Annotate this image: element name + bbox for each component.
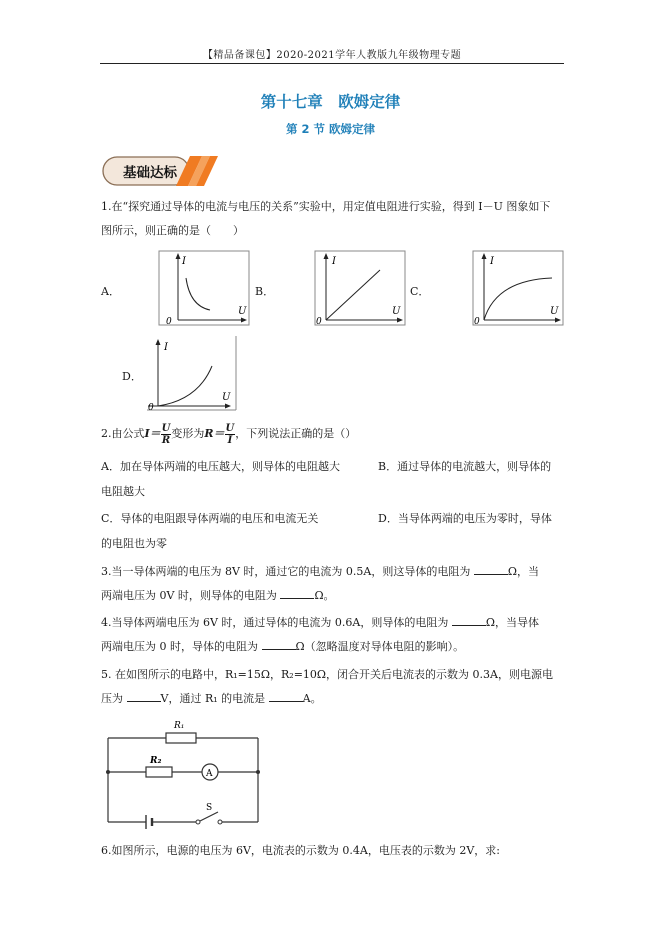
- q4-line1-unit: Ω，当导体: [485, 616, 539, 629]
- q4-blank-1[interactable]: [452, 614, 486, 626]
- q1-graph-a-x-label: U: [238, 306, 247, 317]
- q2-option-b: B．通过导体的电流越大，则导体的: [378, 460, 552, 473]
- q5-line2-text-b: V，通过 R₁ 的电流是: [160, 692, 266, 705]
- q5-line2-text-c: A。: [302, 692, 322, 705]
- chapter-title: 第十七章 欧姆定律: [260, 93, 401, 111]
- q1-graph-d: [146, 334, 238, 412]
- r1-label: R₁: [174, 721, 185, 731]
- q2-stem: [101, 422, 569, 446]
- q1-graph-c: [472, 250, 564, 326]
- q3-line2: [101, 587, 569, 605]
- q2-formula2-num: U: [225, 422, 235, 434]
- switch-lever: [200, 812, 218, 821]
- q3-blank-2[interactable]: [280, 587, 314, 599]
- q1-graph-a-y-label: I: [182, 256, 186, 267]
- q2-formula1-lhs: I＝: [144, 427, 161, 440]
- q4-line2-text: 两端电压为 0 时，导体的电阻为: [101, 640, 258, 653]
- q2-option-c: C．导体的电阻跟导体两端的电压和电流无关: [101, 512, 319, 525]
- q2-formula1-den: R: [161, 434, 171, 446]
- q2-formula2-den: I: [227, 434, 233, 446]
- q1-graph-b-origin: 0: [316, 317, 322, 326]
- q1-option-d-label: D．: [122, 370, 142, 383]
- q4-blank-2[interactable]: [262, 638, 296, 650]
- q2-option-d: D．当导体两端的电压为零时，导体: [378, 512, 552, 525]
- q2-option-a: A．加在导体两端的电压越大，则导体的电阻越大: [101, 460, 340, 473]
- q3-blank-1[interactable]: [474, 563, 508, 575]
- header-rule: [100, 63, 564, 64]
- q4-line1: [101, 614, 569, 632]
- ammeter-label: A: [206, 769, 213, 779]
- q4-line2-unit: Ω（忽略温度对导体电阻的影响）。: [295, 640, 465, 653]
- q1-graph-d-x-label: U: [222, 392, 231, 403]
- q3-line2-unit: Ω。: [314, 589, 335, 602]
- q2-formula1-num: U: [161, 422, 171, 434]
- r2-label: R₂: [150, 756, 162, 766]
- q1-option-c-label: C．: [410, 285, 430, 298]
- q5-circuit-diagram: [98, 712, 268, 834]
- q3-line1-unit: Ω，当: [507, 565, 539, 578]
- q3-line1-text: 3.当一导体两端的电压为 8V 时，通过它的电流为 0.5A，则这导体的电阻为: [101, 565, 471, 578]
- q4-line1-text: 4.当导体两端电压为 6V 时，通过导体的电流为 0.6A，则导体的电阻为: [101, 616, 449, 629]
- q1-graph-b-y-label: I: [332, 256, 336, 267]
- q3-line2-text: 两端电压为 0V 时，则导体的电阻为: [101, 589, 277, 602]
- q1-graph-a-origin: 0: [166, 317, 172, 326]
- q2-option-d-cont: 的电阻也为零: [101, 537, 167, 550]
- q6-line1: 6.如图所示，电源的电压为 6V，电流表的示数为 0.4A，电压表的示数为 2V，求:: [101, 844, 501, 857]
- section-title: 第 2 节 欧姆定律: [285, 122, 375, 136]
- q1-graph-c-y-label: I: [490, 256, 494, 267]
- q2-middle: 变形为: [171, 427, 205, 440]
- q1-graph-b: [314, 250, 406, 326]
- q2-formula2-fraction: [225, 423, 236, 446]
- q1-text: [101, 198, 569, 240]
- q2-formula1-fraction: [161, 423, 172, 446]
- q1-graph-c-x-label: U: [550, 306, 559, 317]
- q1-graph-a: [158, 250, 250, 326]
- q5-line2-text-a: 压为: [101, 692, 123, 705]
- q2-suffix: ，下列说法正确的是（）: [235, 427, 357, 440]
- q1-graph-b-x-label: U: [392, 306, 401, 317]
- q1-line1: 1.在“探究通过导体的电流与电压的关系”实验中，用定值电阻进行实验，得到 I－U 图象如下: [101, 200, 551, 213]
- q2-prefix: 2.由公式: [101, 427, 145, 440]
- q5-line2: [101, 690, 569, 708]
- q1-graph-d-y-label: I: [164, 342, 168, 353]
- q1-option-a-label: A．: [101, 285, 120, 298]
- q1-graph-d-origin: 0: [148, 403, 154, 412]
- page-header: 【精品备课包】2020-2021学年人教版九年级物理专题: [202, 50, 462, 61]
- q2-formula2-lhs: R＝: [204, 427, 225, 440]
- q5-line1: 5. 在如图所示的电路中，R₁=15Ω，R₂=10Ω，闭合开关后电流表的示数为 0.3A，则电源电: [101, 668, 553, 681]
- switch-label: S: [206, 803, 213, 813]
- q4-line2: [101, 638, 569, 656]
- q5-blank-2[interactable]: [269, 690, 303, 702]
- q1-line2: 图所示，则正确的是（ ）: [101, 224, 244, 237]
- q3-line1: [101, 563, 569, 581]
- q5-blank-1[interactable]: [127, 690, 161, 702]
- banner-label: 基础达标: [123, 165, 177, 181]
- q1-option-b-label: B．: [255, 285, 275, 298]
- r1-resistor: [166, 733, 196, 743]
- q2-option-b-cont: 电阻越大: [101, 485, 145, 498]
- q1-graph-c-origin: 0: [474, 317, 480, 326]
- r2-resistor: [146, 767, 172, 777]
